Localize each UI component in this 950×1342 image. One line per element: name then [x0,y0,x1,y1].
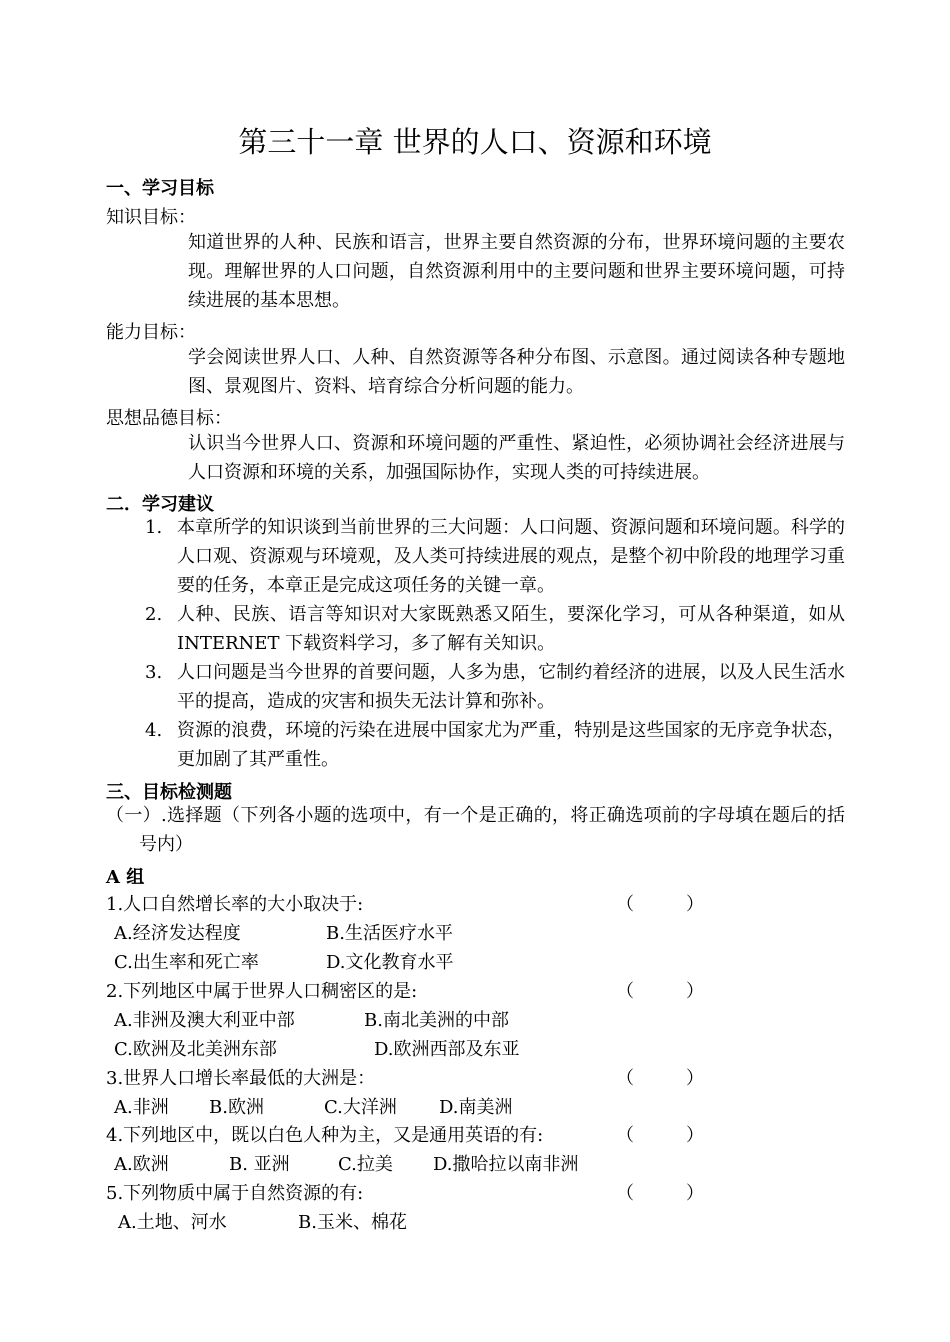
option-b: B.欧洲 [209,1097,264,1118]
suggestion-number: 4. [145,720,163,741]
question-stem: 5.下列物质中属于自然资源的有: [106,1183,364,1204]
option-c: C.出生率和死亡率 [114,952,259,973]
answer-bracket [616,1064,704,1090]
bracket-open: （ [616,894,634,915]
option-d: D.欧洲西部及东亚 [374,1039,520,1060]
option-d: D.文化教育水平 [326,952,454,973]
ability-goal-label: 能力目标： [106,322,196,343]
bracket-close: ） [686,1183,704,1204]
knowledge-goal-label: 知识目标： [106,207,196,228]
answer-bracket [616,890,704,916]
moral-goal-label: 思想品德目标： [106,408,232,429]
option-a: A.欧洲 [114,1154,169,1175]
question-stem: 2.下列地区中属于世界人口稠密区的是: [106,981,418,1002]
bracket-open: （ [616,1068,634,1089]
bracket-close: ） [686,894,704,915]
option-d: D.南美洲 [439,1097,513,1118]
answer-bracket [616,1179,704,1205]
suggestion-number: 1. [145,517,163,538]
option-b: B.南北美洲的中部 [364,1010,509,1031]
option-a: A.经济发达程度 [114,923,241,944]
question-stem: 1.人口自然增长率的大小取决于: [106,894,364,915]
option-b: B. 亚洲 [229,1154,290,1175]
section-heading-tests: 三、目标检测题 [106,782,232,803]
section-heading-suggestions: 二．学习建议 [106,494,214,515]
chapter-title: 第三十一章 世界的人口、资源和环境 [238,125,712,159]
option-a: A.非洲及澳大利亚中部 [114,1010,295,1031]
bracket-open: （ [616,981,634,1002]
suggestion-text: 资源的浪费，环境的污染在进展中国家尤为严重，特别是这些国家的无序竞争状态，更加剧了其严重性。 [177,720,845,770]
knowledge-goal-text: 知道世界的人种、民族和语言，世界主要自然资源的分布，世界环境问题的主要农现。理解世界的人口问题，自然资源利用中的主要问题和世界主要环境问题，可持续进展的基本思想。 [188,232,845,311]
bracket-close: ） [686,981,704,1002]
option-c: C.拉美 [338,1154,393,1175]
section-heading-goals: 一、学习目标 [106,178,214,199]
suggestion-text: 人口问题是当今世界的首要问题，人多为患，它制约着经济的进展，以及人民生活水平的提高，造成的灾害和损失无法计算和弥补。 [177,662,845,712]
suggestion-number: 3. [145,662,163,683]
moral-goal-text: 认识当今世界人口、资源和环境问题的严重性、紧迫性，必须协调社会经济进展与人口资源和环境的关系，加强国际协作，实现人类的可持续进展。 [188,433,845,483]
bracket-open: （ [616,1183,634,1204]
test-intro-text: （一）.选择题（下列各小题的选项中，有一个是正确的，将正确选项前的字母填在题后的括号内） [106,805,845,855]
option-a: A.非洲 [114,1097,169,1118]
answer-bracket [616,1121,704,1147]
question-stem: 3.世界人口增长率最低的大洲是： [106,1068,376,1089]
option-d: D.撒哈拉以南非洲 [433,1154,579,1175]
option-a: A.土地、河水 [118,1212,227,1233]
suggestion-number: 2. [145,604,163,625]
option-c: C.大洋洲 [324,1097,397,1118]
suggestion-text: 人种、民族、语言等知识对大家既熟悉又陌生，要深化学习，可从各种渠道，如从 INTERNET 下载资料学习，多了解有关知识。 [177,604,845,654]
bracket-open: （ [616,1125,634,1146]
ability-goal-text: 学会阅读世界人口、人种、自然资源等各种分布图、示意图。通过阅读各种专题地图、景观图片、资料、培育综合分析问题的能力。 [188,347,845,397]
option-b: B.生活医疗水平 [326,923,453,944]
bracket-close: ） [686,1125,704,1146]
option-b: B.玉米、棉花 [298,1212,407,1233]
question-stem: 4.下列地区中，既以白色人种为主，又是通用英语的有: [106,1125,544,1146]
test-intro [106,801,845,859]
suggestion-text: 本章所学的知识谈到当前世界的三大问题：人口问题、资源问题和环境问题。科学的人口观、资源观与环境观，及人类可持续进展的观点，是整个初中阶段的地理学习重要的任务，本章正是完成这项任务的关键一章。 [177,517,845,596]
option-c: C.欧洲及北美洲东部 [114,1039,277,1060]
answer-bracket [616,977,704,1003]
bracket-close: ） [686,1068,704,1089]
group-label: A 组 [106,867,145,888]
